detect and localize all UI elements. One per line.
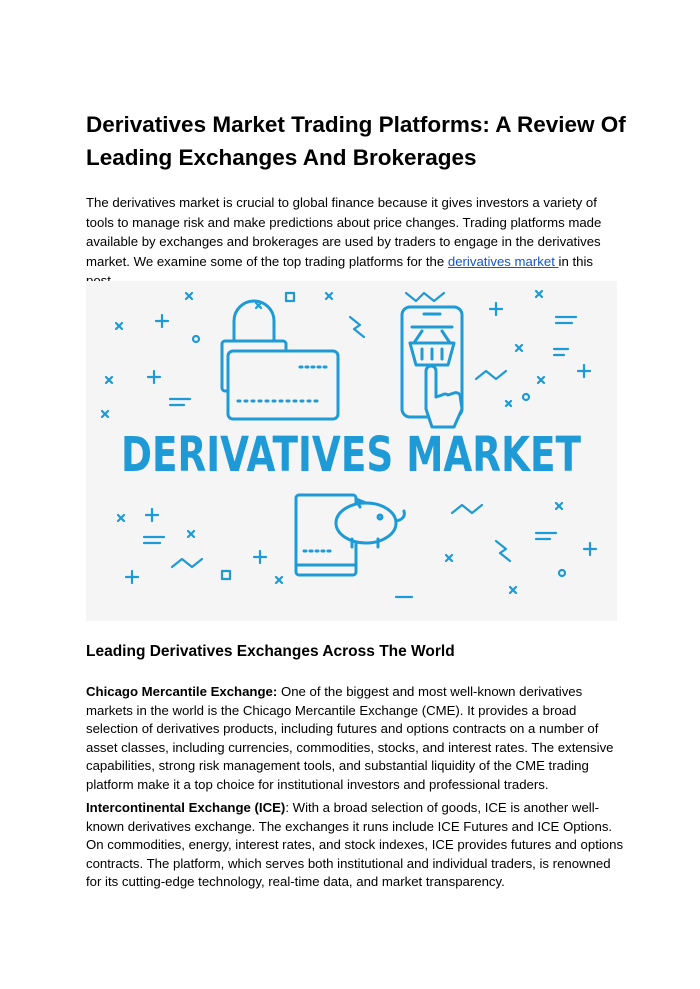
- exchange-name: Intercontinental Exchange (ICE): [86, 800, 286, 815]
- exchange-description: : With a broad selection of goods, ICE is another well-known derivatives exchange. The exchanges it runs include ICE Futures and ICE Options. On commodities, energy, interest rates, and stock indexes, ICE provides futures and options contracts. The platform, which serves both institutional and individual traders, is renowned for its cutting-edge technology, real-time data, and market transparency.: [86, 800, 624, 890]
- banner-text: DERIVATIVES MARKET: [121, 427, 582, 483]
- intro-text: The derivatives market is crucial to global finance because it gives investors a variety of tools to manage risk and make predictions about price changes. Trading platforms made available by exchanges and brokerages are used by traders to engage in the derivatives market. We examine some of the top trading platforms for the: [86, 195, 602, 269]
- exchange-paragraph-cme: [86, 683, 626, 795]
- piggy-bank-icon: [336, 499, 404, 547]
- intro-paragraph: [86, 193, 621, 291]
- derivatives-market-link[interactable]: derivatives market: [447, 253, 559, 269]
- pointing-hand-icon: [426, 366, 462, 427]
- exchange-paragraph-ice: [86, 799, 626, 892]
- hero-illustration: [86, 281, 617, 621]
- intro-text-end: in this: [558, 253, 593, 269]
- credit-card-icon: [228, 351, 338, 419]
- article-title: Derivatives Market Trading Platforms: A Review Of Leading Exchanges And Brokerages: [86, 112, 626, 170]
- section-heading: Leading Derivatives Exchanges Across The World: [86, 643, 455, 660]
- exchange-description: One of the biggest and most well-known derivatives markets in the world is the Chicago Mercantile Exchange (CME). It provides a broad selection of derivatives products, including futures and options contracts on a number of asset classes, including currencies, commodities, stocks, and interest rates. The extensive capabilities, strong risk management tools, and substantial liquidity of the CME trading platform make it a top choice for institutional investors and professional traders.: [86, 684, 614, 792]
- shopping-basket-icon: [410, 331, 454, 365]
- exchange-name: Chicago Mercantile Exchange:: [86, 684, 278, 699]
